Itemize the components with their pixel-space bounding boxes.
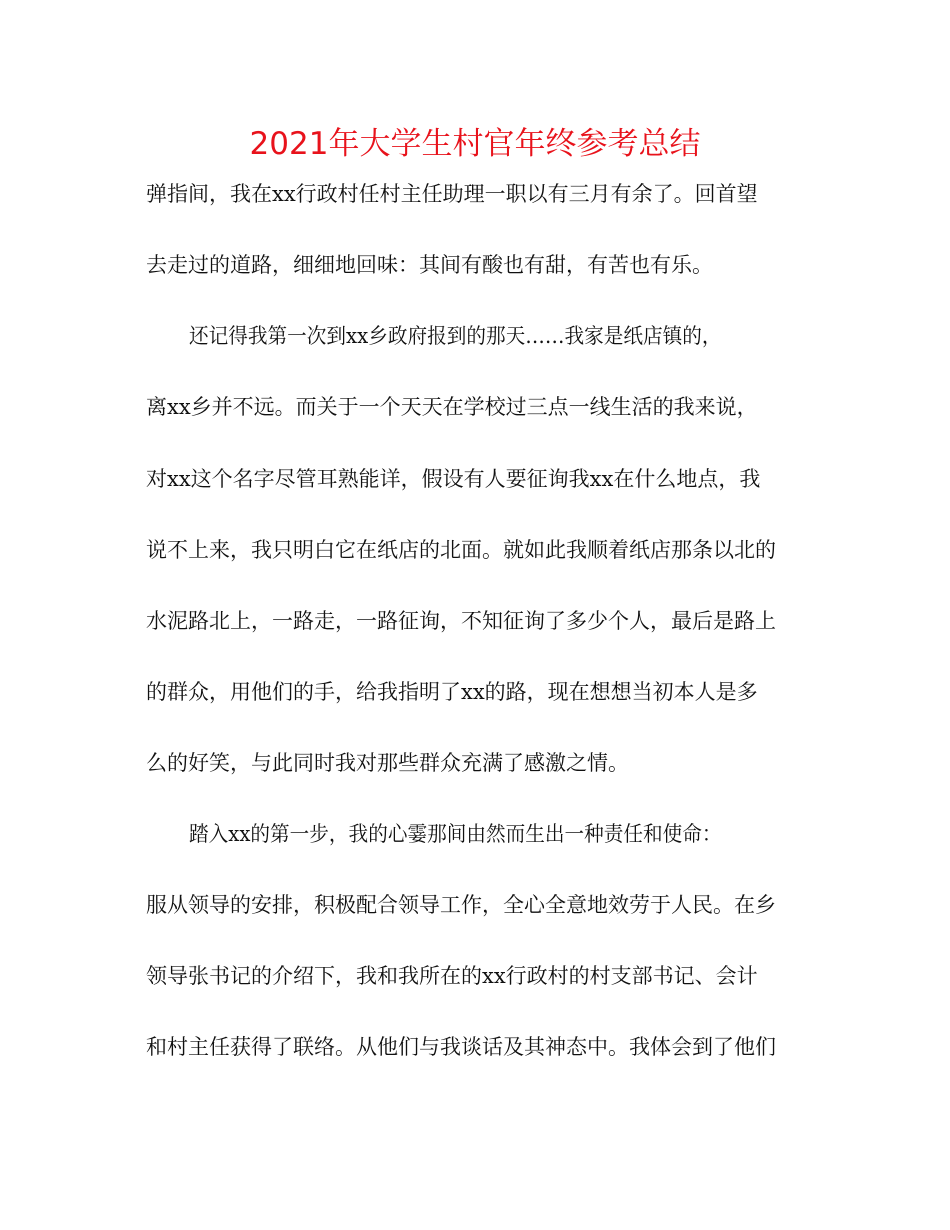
paragraph-line: 水泥路北上，一路走，一路征询，不知征询了多少个人，最后是路上 (146, 609, 776, 633)
paragraph-line: 对xx这个名字尽管耳熟能详，假设有人要征询我xx在什么地点，我 (146, 467, 761, 491)
paragraph-line: 离xx乡并不远。而关于一个天天在学校过三点一线生活的我来说， (146, 395, 758, 419)
document-title: 2021年大学生村官年终参考总结 (249, 126, 701, 162)
paragraph-line: 弹指间，我在xx行政村任村主任助理一职以有三月有余了。回首望 (146, 182, 758, 206)
paragraph-line: 服从领导的安排，积极配合领导工作，全心全意地效劳于人民。在乡 (146, 893, 776, 917)
paragraph-line: 的群众，用他们的手，给我指明了xx的路，现在想想当初本人是多 (146, 680, 758, 704)
paragraph-line: 说不上来，我只明白它在纸店的北面。就如此我顺着纸店那条以北的 (146, 538, 776, 562)
paragraph-line: 踏入xx的第一步，我的心霎那间由然而生出一种责任和使命： (189, 822, 722, 846)
paragraph-line: 么的好笑，与此同时我对那些群众充满了感激之情。 (146, 751, 629, 775)
paragraph-line: 领导张书记的介绍下，我和我所在的xx行政村的村支部书记、会计 (146, 964, 758, 988)
paragraph-line: 去走过的道路，细细地回味：其间有酸也有甜，有苦也有乐。 (146, 253, 713, 277)
paragraph-line: 还记得我第一次到xx乡政府报到的那天……我家是纸店镇的， (189, 324, 722, 348)
paragraph-line: 和村主任获得了联络。从他们与我谈话及其神态中。我体会到了他们 (146, 1035, 776, 1059)
